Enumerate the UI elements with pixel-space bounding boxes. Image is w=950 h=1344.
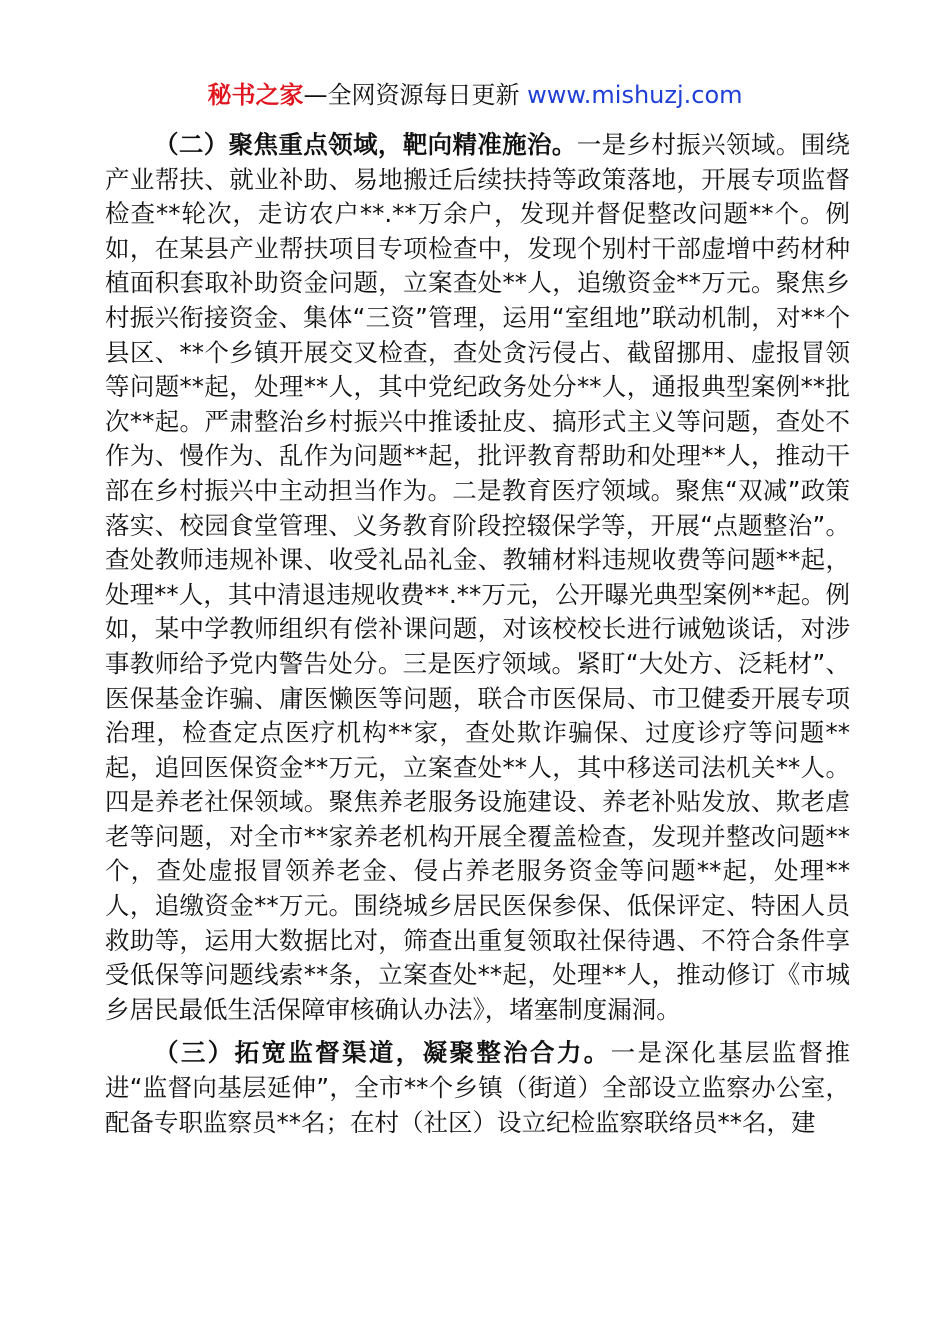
site-url-link[interactable]: www.mishuzj.com [527,81,743,109]
section-heading: （三）拓宽监督渠道，凝聚整治合力。 [154,1038,611,1068]
page-header [0,78,950,112]
document-body [105,128,850,1149]
paragraph-text: 一是乡村振兴领域。围绕产业帮扶、就业补助、易地搬迁后续扶持等政策落地，开展专项监督检查**轮次，走访农户**.**万余户，发现并督促整改问题**个。例如，在某县产业帮扶项目专项检查中，发现个别村干部虚增中药材种植面积套取补助资金问题，立案查处**人，追缴资金**万元。聚焦乡村振兴衔接资金、集体“三资”管理，运用“室组地”联动机制，对**个县区、**个乡镇开展交叉检查，查处贪污侵占、截留挪用、虚报冒领等问题**起，处理**人，其中党纪政务处分**人，通报典型案例**批次**起。严肃整治乡村振兴中推诿扯皮、搞形式主义等问题，查处不作为、慢作为、乱作为问题**起，批评教育帮助和处理**人，推动干部在乡村振兴中主动担当作为。二是教育医疗领域。聚焦“双减”政策落实、校园食堂管理、义务教育阶段控辍保学等，开展“点题整治”。查处教师违规补课、收受礼品礼金、教辅材料违规收费等问题**起，处理**人，其中清退违规收费**.**万元，公开曝光典型案例**起。例如，某中学教师组织有偿补课问题，对该校校长进行诫勉谈话，对涉事教师给予党内警告处分。三是医疗领域。紧盯“大处方、泛耗材”、医保基金诈骗、庸医懒医等问题，联合市医保局、市卫健委开展专项治理，检查定点医疗机构**家，查处欺诈骗保、过度诊疗等问题**起，追回医保资金**万元，立案查处**人，其中移送司法机关**人。四是养老社保领域。聚焦养老服务设施建设、养老补贴发放、欺老虐老等问题，对全市**家养老机构开展全覆盖检查，发现并整改问题**个，查处虚报冒领养老金、侵占养老服务资金等问题**起，处理**人，追缴资金**万元。围绕城乡居民医保参保、低保评定、特困人员救助等，运用大数据比对，筛查出重复领取社保待遇、不符合条件享受低保等问题线索**条，立案查处**起，处理**人，推动修订《市城乡居民最低生活保障审核确认办法》，堵塞制度漏洞。 [105,130,850,1024]
paragraph-text: 一是深化基层监督推进“监督向基层延伸”，全市**个乡镇（街道）全部设立监察办公室，配备专职监察员**名；在村（社区）设立纪检监察联络员**名，建 [105,1038,851,1137]
section-heading: （二）聚焦重点领域，靶向精准施治。 [154,130,577,159]
paragraph-section-3 [105,1036,850,1140]
paragraph-section-2 [105,128,850,1027]
site-tagline: —全网资源每日更新 [303,81,528,109]
site-brand: 秘书之家 [207,81,304,109]
